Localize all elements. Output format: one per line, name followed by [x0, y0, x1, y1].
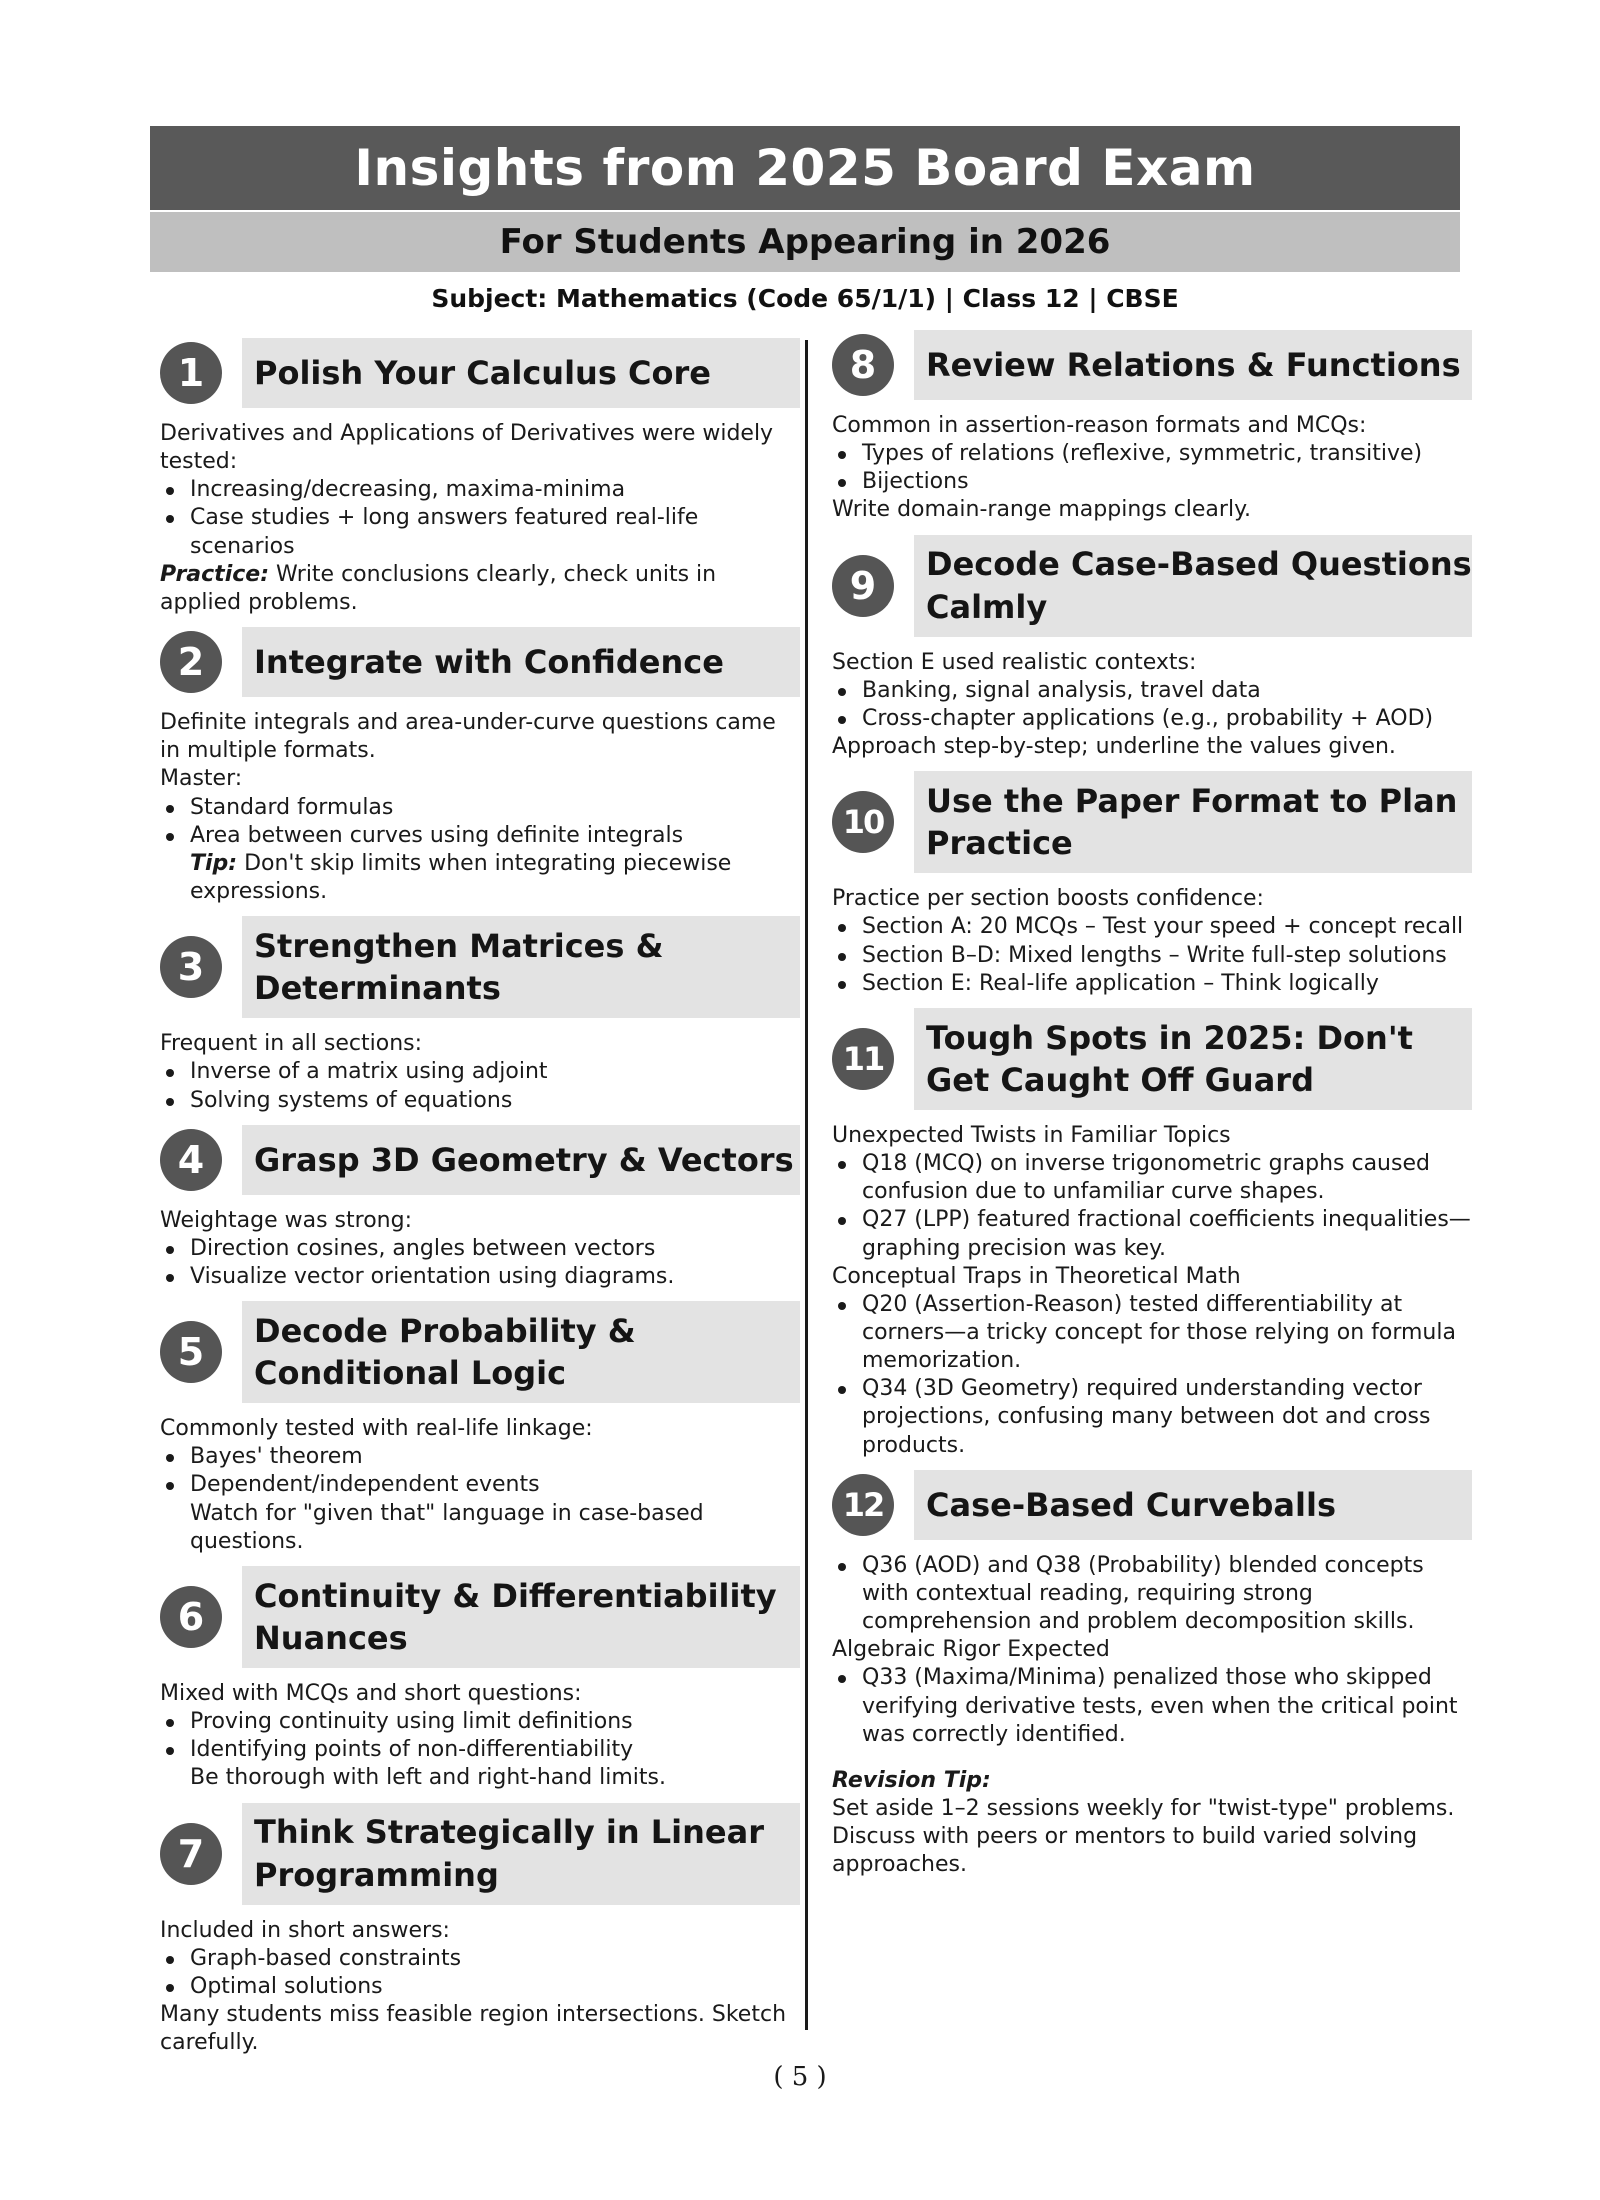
section-header [160, 1301, 800, 1403]
list-item: Q27 (LPP) featured fractional coefficients inequalities—graphing precision was key. [862, 1206, 1472, 1262]
section-note [160, 561, 800, 617]
bullet-list [160, 1708, 800, 1764]
section-intro: Weightage was strong: [160, 1207, 412, 1233]
section-intro-secondary: Master: [160, 766, 243, 792]
note-text: Don't skip limits when integrating piecewise expressions. [190, 850, 732, 905]
section-title: Integrate with Confidence [242, 627, 800, 697]
section-11 [832, 1008, 1472, 1464]
section-title: Tough Spots in 2025: Don't Get Caught Off Guard [914, 1008, 1472, 1110]
section-2 [160, 627, 800, 910]
section-number-badge: 10 [832, 791, 894, 853]
list-item: Types of relations (reflexive, symmetric, transitive) [862, 440, 1472, 468]
section-intro: Commonly tested with real-life linkage: [160, 1416, 593, 1442]
section-4 [160, 1125, 800, 1295]
column-divider [805, 340, 808, 2030]
section-note: Be thorough with left and right-hand limits. [190, 1765, 666, 1791]
section-intro: Definite integrals and area-under-curve questions came in multiple formats. [160, 710, 776, 764]
section-title: Polish Your Calculus Core [242, 338, 800, 408]
section-title: Decode Case-Based Questions Calmly [914, 535, 1472, 637]
list-item: Graph-based constraints [190, 1945, 800, 1973]
list-item: Increasing/decreasing, maxima-minima [190, 476, 800, 504]
section-7 [160, 1803, 800, 2062]
section-6 [160, 1566, 800, 1797]
section-title: Continuity & Differentiability Nuances [242, 1566, 800, 1668]
page-number: ( 5 ) [773, 2062, 827, 2092]
section-5 [160, 1301, 800, 1560]
section-body [160, 697, 800, 910]
list-item: Solving systems of equations [190, 1087, 800, 1115]
bullet-list [160, 1058, 800, 1114]
section-intro: Mixed with MCQs and short questions: [160, 1680, 582, 1706]
section-header [160, 338, 800, 408]
section-body [160, 1018, 800, 1118]
list-item: Optimal solutions [190, 1973, 800, 2001]
list-item: Direction cosines, angles between vectors [190, 1235, 800, 1263]
section-body [160, 1668, 800, 1797]
section-number-badge: 2 [160, 631, 222, 693]
bullet-list [832, 677, 1472, 733]
left-column [160, 338, 800, 2067]
list-item: Q36 (AOD) and Q38 (Probability) blended concepts with contextual reading, requiring strong comprehension and problem decomposition skills. [862, 1552, 1472, 1636]
section-number-badge: 1 [160, 342, 222, 404]
bullet-list [160, 1235, 800, 1291]
section-header [160, 1125, 800, 1195]
section-outro: Write domain-range mappings clearly. [832, 497, 1251, 523]
section-body [160, 1195, 800, 1295]
section-9 [832, 535, 1472, 766]
bullet-list [160, 476, 800, 560]
section-note: Watch for "given that" language in case-based questions. [190, 1500, 704, 1554]
section-intro: Unexpected Twists in Familiar Topics [832, 1122, 1231, 1148]
section-intro-secondary: Conceptual Traps in Theoretical Math [832, 1263, 1241, 1289]
section-title: Grasp 3D Geometry & Vectors [242, 1125, 800, 1195]
section-12 [832, 1470, 1472, 1884]
section-title: Strengthen Matrices & Determinants [242, 916, 800, 1018]
section-header [160, 627, 800, 697]
section-body [160, 408, 800, 621]
section-intro: Frequent in all sections: [160, 1031, 423, 1057]
list-item: Bayes' theorem [190, 1443, 800, 1471]
list-item: Bijections [862, 468, 1472, 496]
section-title: Think Strategically in Linear Programming [242, 1803, 800, 1905]
section-body [832, 1540, 1472, 1884]
bullet-list [832, 1291, 1472, 1460]
list-item: Cross-chapter applications (e.g., probability + AOD) [862, 705, 1472, 733]
list-item: Q33 (Maxima/Minima) penalized those who skipped verifying derivative tests, even when the critical point was correctly identified. [862, 1664, 1472, 1748]
list-item: Case studies + long answers featured real-life scenarios [190, 504, 800, 560]
right-column [832, 330, 1472, 1889]
bullet-list [832, 913, 1472, 997]
section-title: Review Relations & Functions [914, 330, 1472, 400]
bullet-list [160, 1945, 800, 2001]
section-title: Use the Paper Format to Plan Practice [914, 771, 1472, 873]
section-number-badge: 8 [832, 334, 894, 396]
section-header [832, 1008, 1472, 1110]
list-item: Visualize vector orientation using diagrams. [190, 1263, 800, 1291]
section-header [160, 1566, 800, 1668]
section-header [160, 916, 800, 1018]
list-item: Area between curves using definite integrals [190, 822, 800, 850]
note-text: Write conclusions clearly, check units in applied problems. [160, 561, 717, 615]
page-title: Insights from 2025 Board Exam [150, 126, 1460, 210]
bullet-list [160, 794, 800, 850]
section-body [160, 1403, 800, 1560]
section-body [832, 400, 1472, 529]
section-3 [160, 916, 800, 1118]
list-item: Standard formulas [190, 794, 800, 822]
section-intro: Included in short answers: [160, 1917, 450, 1943]
list-item: Proving continuity using limit definitions [190, 1708, 800, 1736]
section-header [160, 1803, 800, 1905]
section-intro-secondary: Algebraic Rigor Expected [832, 1637, 1110, 1663]
section-number-badge: 12 [832, 1474, 894, 1536]
list-item: Section B–D: Mixed lengths – Write full-step solutions [862, 942, 1472, 970]
section-number-badge: 6 [160, 1586, 222, 1648]
section-title: Case-Based Curveballs [914, 1470, 1472, 1540]
list-item: Banking, signal analysis, travel data [862, 677, 1472, 705]
section-body [832, 873, 1472, 1002]
section-outro: Many students miss feasible region intersections. Sketch carefully. [160, 2002, 787, 2056]
section-number-badge: 11 [832, 1028, 894, 1090]
list-item: Identifying points of non-differentiability [190, 1736, 800, 1764]
subject-line: Subject: Mathematics (Code 65/1/1) | Class 12 | CBSE [431, 284, 1179, 313]
revision-tip-text: Set aside 1–2 sessions weekly for "twist-type" problems. Discuss with peers or mentors to build varied solving approaches. [832, 1796, 1455, 1878]
bullet-list [832, 1150, 1472, 1263]
bullet-list [832, 1664, 1472, 1748]
section-body [832, 1110, 1472, 1464]
section-header [832, 1470, 1472, 1540]
list-item: Section A: 20 MCQs – Test your speed + concept recall [862, 913, 1472, 941]
bullet-list [832, 440, 1472, 496]
page-subtitle: For Students Appearing in 2026 [150, 212, 1460, 272]
section-body [832, 637, 1472, 766]
list-item: Section E: Real-life application – Think logically [862, 970, 1472, 998]
section-intro: Derivatives and Applications of Derivatives were widely tested: [160, 421, 774, 475]
section-intro: Common in assertion-reason formats and MCQs: [832, 413, 1367, 438]
list-item: Q18 (MCQ) on inverse trigonometric graphs caused confusion due to unfamiliar curve shapes. [862, 1150, 1472, 1206]
section-note [160, 850, 800, 906]
note-label: Tip: [190, 850, 238, 876]
section-8 [832, 330, 1472, 529]
section-number-badge: 9 [832, 555, 894, 617]
section-header [832, 330, 1472, 400]
bullet-list [832, 1552, 1472, 1636]
note-label: Practice: [160, 561, 270, 587]
section-10 [832, 771, 1472, 1002]
section-title: Decode Probability & Conditional Logic [242, 1301, 800, 1403]
section-body [160, 1905, 800, 2062]
section-number-badge: 5 [160, 1321, 222, 1383]
section-outro: Approach step-by-step; underline the values given. [832, 734, 1396, 760]
list-item: Inverse of a matrix using adjoint [190, 1058, 800, 1086]
section-number-badge: 3 [160, 936, 222, 998]
section-1 [160, 338, 800, 621]
list-item: Dependent/independent events [190, 1471, 800, 1499]
section-number-badge: 7 [160, 1823, 222, 1885]
section-number-badge: 4 [160, 1129, 222, 1191]
section-intro: Section E used realistic contexts: [832, 649, 1197, 675]
section-header [832, 771, 1472, 873]
bullet-list [160, 1443, 800, 1499]
list-item: Q20 (Assertion-Reason) tested differentiability at corners—a tricky concept for those relying on formula memorization. [862, 1291, 1472, 1375]
list-item: Q34 (3D Geometry) required understanding vector projections, confusing many between dot and cross products. [862, 1375, 1472, 1459]
section-header [832, 535, 1472, 637]
revision-tip-label: Revision Tip: [832, 1767, 991, 1793]
section-intro: Practice per section boosts confidence: [832, 886, 1264, 912]
